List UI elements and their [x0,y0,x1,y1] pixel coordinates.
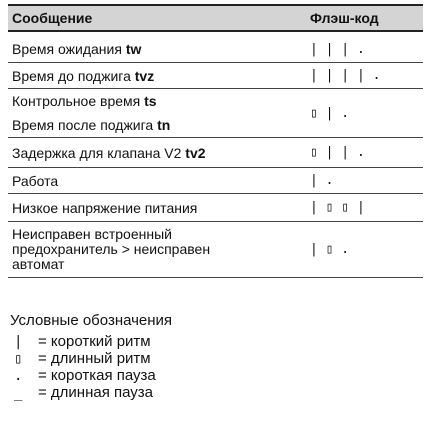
row-flash-code: | ▯ . [310,242,350,257]
legend-item [10,384,172,401]
row-message: Работа [12,172,59,189]
legend-text: = короткая пауза [38,367,156,384]
row-flash-code: | . [310,173,334,188]
row-message: Время ожидания tw [12,41,142,57]
table-row [8,194,423,222]
legend-symbol: ▯ [14,350,23,367]
legend-symbol: _ [14,384,23,401]
legend-text: = короткий ритм [38,333,151,350]
row-flash-code: ▯ | | . [310,145,365,160]
flash-code-table [8,4,423,278]
legend-item [10,367,172,384]
legend-title: Условные обозначения [10,312,173,329]
table-row [8,36,423,63]
table-row [8,138,423,168]
legend-symbol: . [14,367,23,384]
table-row [8,63,423,89]
row-message: Контрольное время ts Время после поджига tn [12,93,171,133]
header-message: Сообщение [12,10,93,26]
table-row [8,222,423,278]
legend-item [10,350,172,367]
legend-text: = длинная пауза [38,384,154,401]
row-message: Неисправен встроенный предохранитель > неисправен автомат [12,226,211,272]
row-flash-code: | | | . [310,41,365,57]
row-message: Низкое напряжение питания [12,199,198,216]
table-row [8,168,423,194]
row-message: Задержка для клапана V2 tv2 [12,144,206,161]
legend [10,312,172,401]
header-flash-code: Флэш-код [310,10,379,26]
legend-text: = длинный ритм [38,350,151,367]
table-row [8,89,423,138]
table-header [8,4,423,32]
row-message: Время до поджига tvz [12,67,155,84]
row-flash-code: | ▯ ▯ | [310,200,365,215]
row-flash-code: ▯ | . [310,105,350,121]
legend-item [10,333,172,350]
row-flash-code: | | | | . [310,68,381,83]
legend-symbol: | [14,333,23,350]
